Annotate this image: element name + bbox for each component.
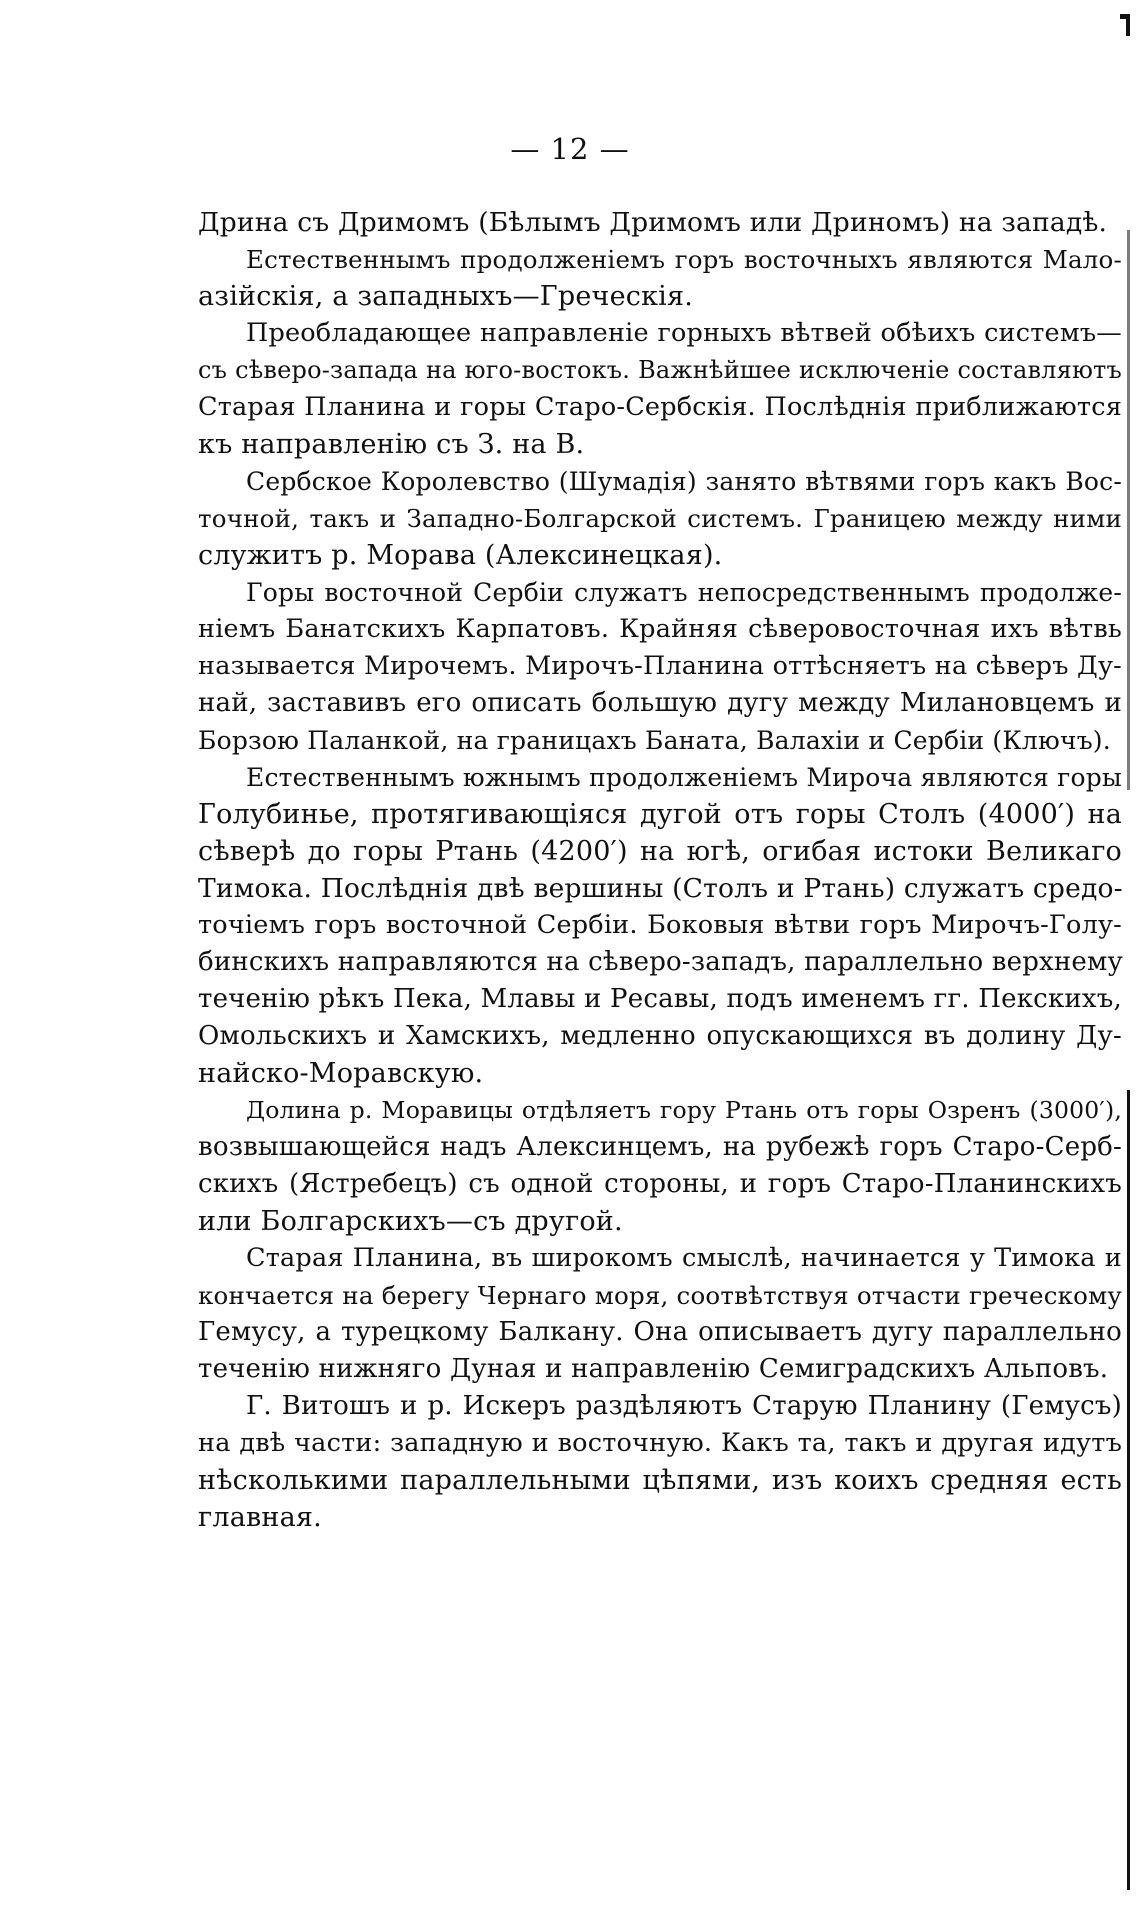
text-line: къ направленію съ З. на В. <box>198 429 585 460</box>
text-line: на двѣ части: западную и восточную. Какъ та, такъ и другая идутъ <box>198 1428 1122 1458</box>
text-line: азійскія, а западныхъ—Греческія. <box>198 281 694 312</box>
text-line: Омольскихъ и Хамскихъ, медленно опускающихся въ долину Ду- <box>198 1021 1122 1051</box>
text-line: теченію рѣкъ Пека, Млавы и Ресавы, подъ именемъ гг. Пекскихъ, <box>198 984 1122 1014</box>
text-line: Борзою Паланкой, на границахъ Баната, Валахіи и Сербіи (Ключъ). <box>198 726 1111 755</box>
scan-edge-line-lower <box>1127 1090 1130 1890</box>
text-line: Гемусу, а турецкому Балкану. Она описываетъ дугу параллельно <box>198 1317 1122 1347</box>
text-line: Преобладающее направленіе горныхъ вѣтвей обѣихъ системъ— <box>246 318 1122 348</box>
text-line: Естественнымъ южнымъ продолженіемъ Мироча являются горы <box>246 763 1122 792</box>
scan-edge-line-upper <box>1127 230 1130 790</box>
text-line: точіемъ горъ восточной Сербіи. Боковыя вѣтви горъ Мирочъ-Голу- <box>198 910 1122 940</box>
text-line: сѣверѣ до горы Ртань (4200′) на югѣ, огибая истоки Великаго <box>198 836 1122 867</box>
text-line: возвышающейся надъ Алексинцемъ, на рубежѣ горъ Старо-Серб- <box>198 1132 1122 1162</box>
text-line: Естественнымъ продолженіемъ горъ восточныхъ являются Мало- <box>246 245 1122 274</box>
text-line: скихъ (Ястребецъ) съ одной стороны, и горъ Старо-Планинскихъ <box>198 1169 1122 1199</box>
text-line: Тимока. Послѣднія двѣ вершины (Столъ и Ртань) служатъ средо- <box>198 873 1123 904</box>
text-line: най, заставивъ его описать большую дугу между Милановцемъ и <box>198 688 1122 718</box>
text-line: называется Мирочемъ. Мирочъ-Планина оттѣсняетъ на сѣверъ Ду- <box>198 651 1122 681</box>
scan-corner-mark <box>1120 14 1130 36</box>
text-line: точной, такъ и Западно-Болгарской системъ. Границею между ними <box>198 504 1122 533</box>
text-line: Старая Планина и горы Старо-Сербскія. Послѣднія приближаются <box>198 392 1122 422</box>
page-number: — 12 — <box>510 132 630 166</box>
text-line: Горы восточной Сербіи служатъ непосредственнымъ продолже- <box>246 578 1122 607</box>
text-line: нѣсколькими параллельными цѣпями, изъ коихъ средняя есть <box>198 1465 1122 1496</box>
text-line: найско-Моравскую. <box>198 1058 484 1089</box>
text-line: ніемъ Банатскихъ Карпатовъ. Крайняя сѣверовосточная ихъ вѣтвь <box>198 614 1122 644</box>
text-line: главная. <box>198 1502 322 1533</box>
text-line: Старая Планина, въ широкомъ смыслѣ, начинается у Тимока и <box>246 1243 1122 1273</box>
page-body-text <box>198 204 1122 1536</box>
text-line: бинскихъ направляются на сѣверо-западъ, параллельно верхнему <box>198 947 1123 977</box>
text-line: теченію нижняго Дуная и направленію Семиградскихъ Альповъ. <box>198 1354 1109 1384</box>
text-line: Сербское Королевство (Шумадія) занято вѣтвями горъ какъ Вос- <box>246 467 1122 496</box>
text-line: или Болгарскихъ—съ другой. <box>198 1206 623 1237</box>
text-line: кончается на берегу Чернаго моря, соотвѣтствуя отчасти греческому <box>198 1281 1122 1310</box>
text-line: служитъ р. Морава (Алексинецкая). <box>198 540 723 571</box>
text-line: Долина р. Моравицы отдѣляетъ гору Ртань отъ горы Озренъ (3000′), <box>246 1096 1122 1124</box>
text-line: Дрина съ Дримомъ (Бѣлымъ Дримомъ или Дриномъ) на западѣ. <box>198 207 1108 238</box>
text-line: съ сѣверо-запада на юго-востокъ. Важнѣйшее исключеніе составляютъ <box>198 356 1122 384</box>
text-line: Г. Витошъ и р. Искеръ раздѣляютъ Старую Планину (Гемусъ) <box>246 1391 1122 1421</box>
text-line: Голубинье, протягивающіяся дугой отъ горы Столъ (4000′) на <box>198 799 1122 830</box>
